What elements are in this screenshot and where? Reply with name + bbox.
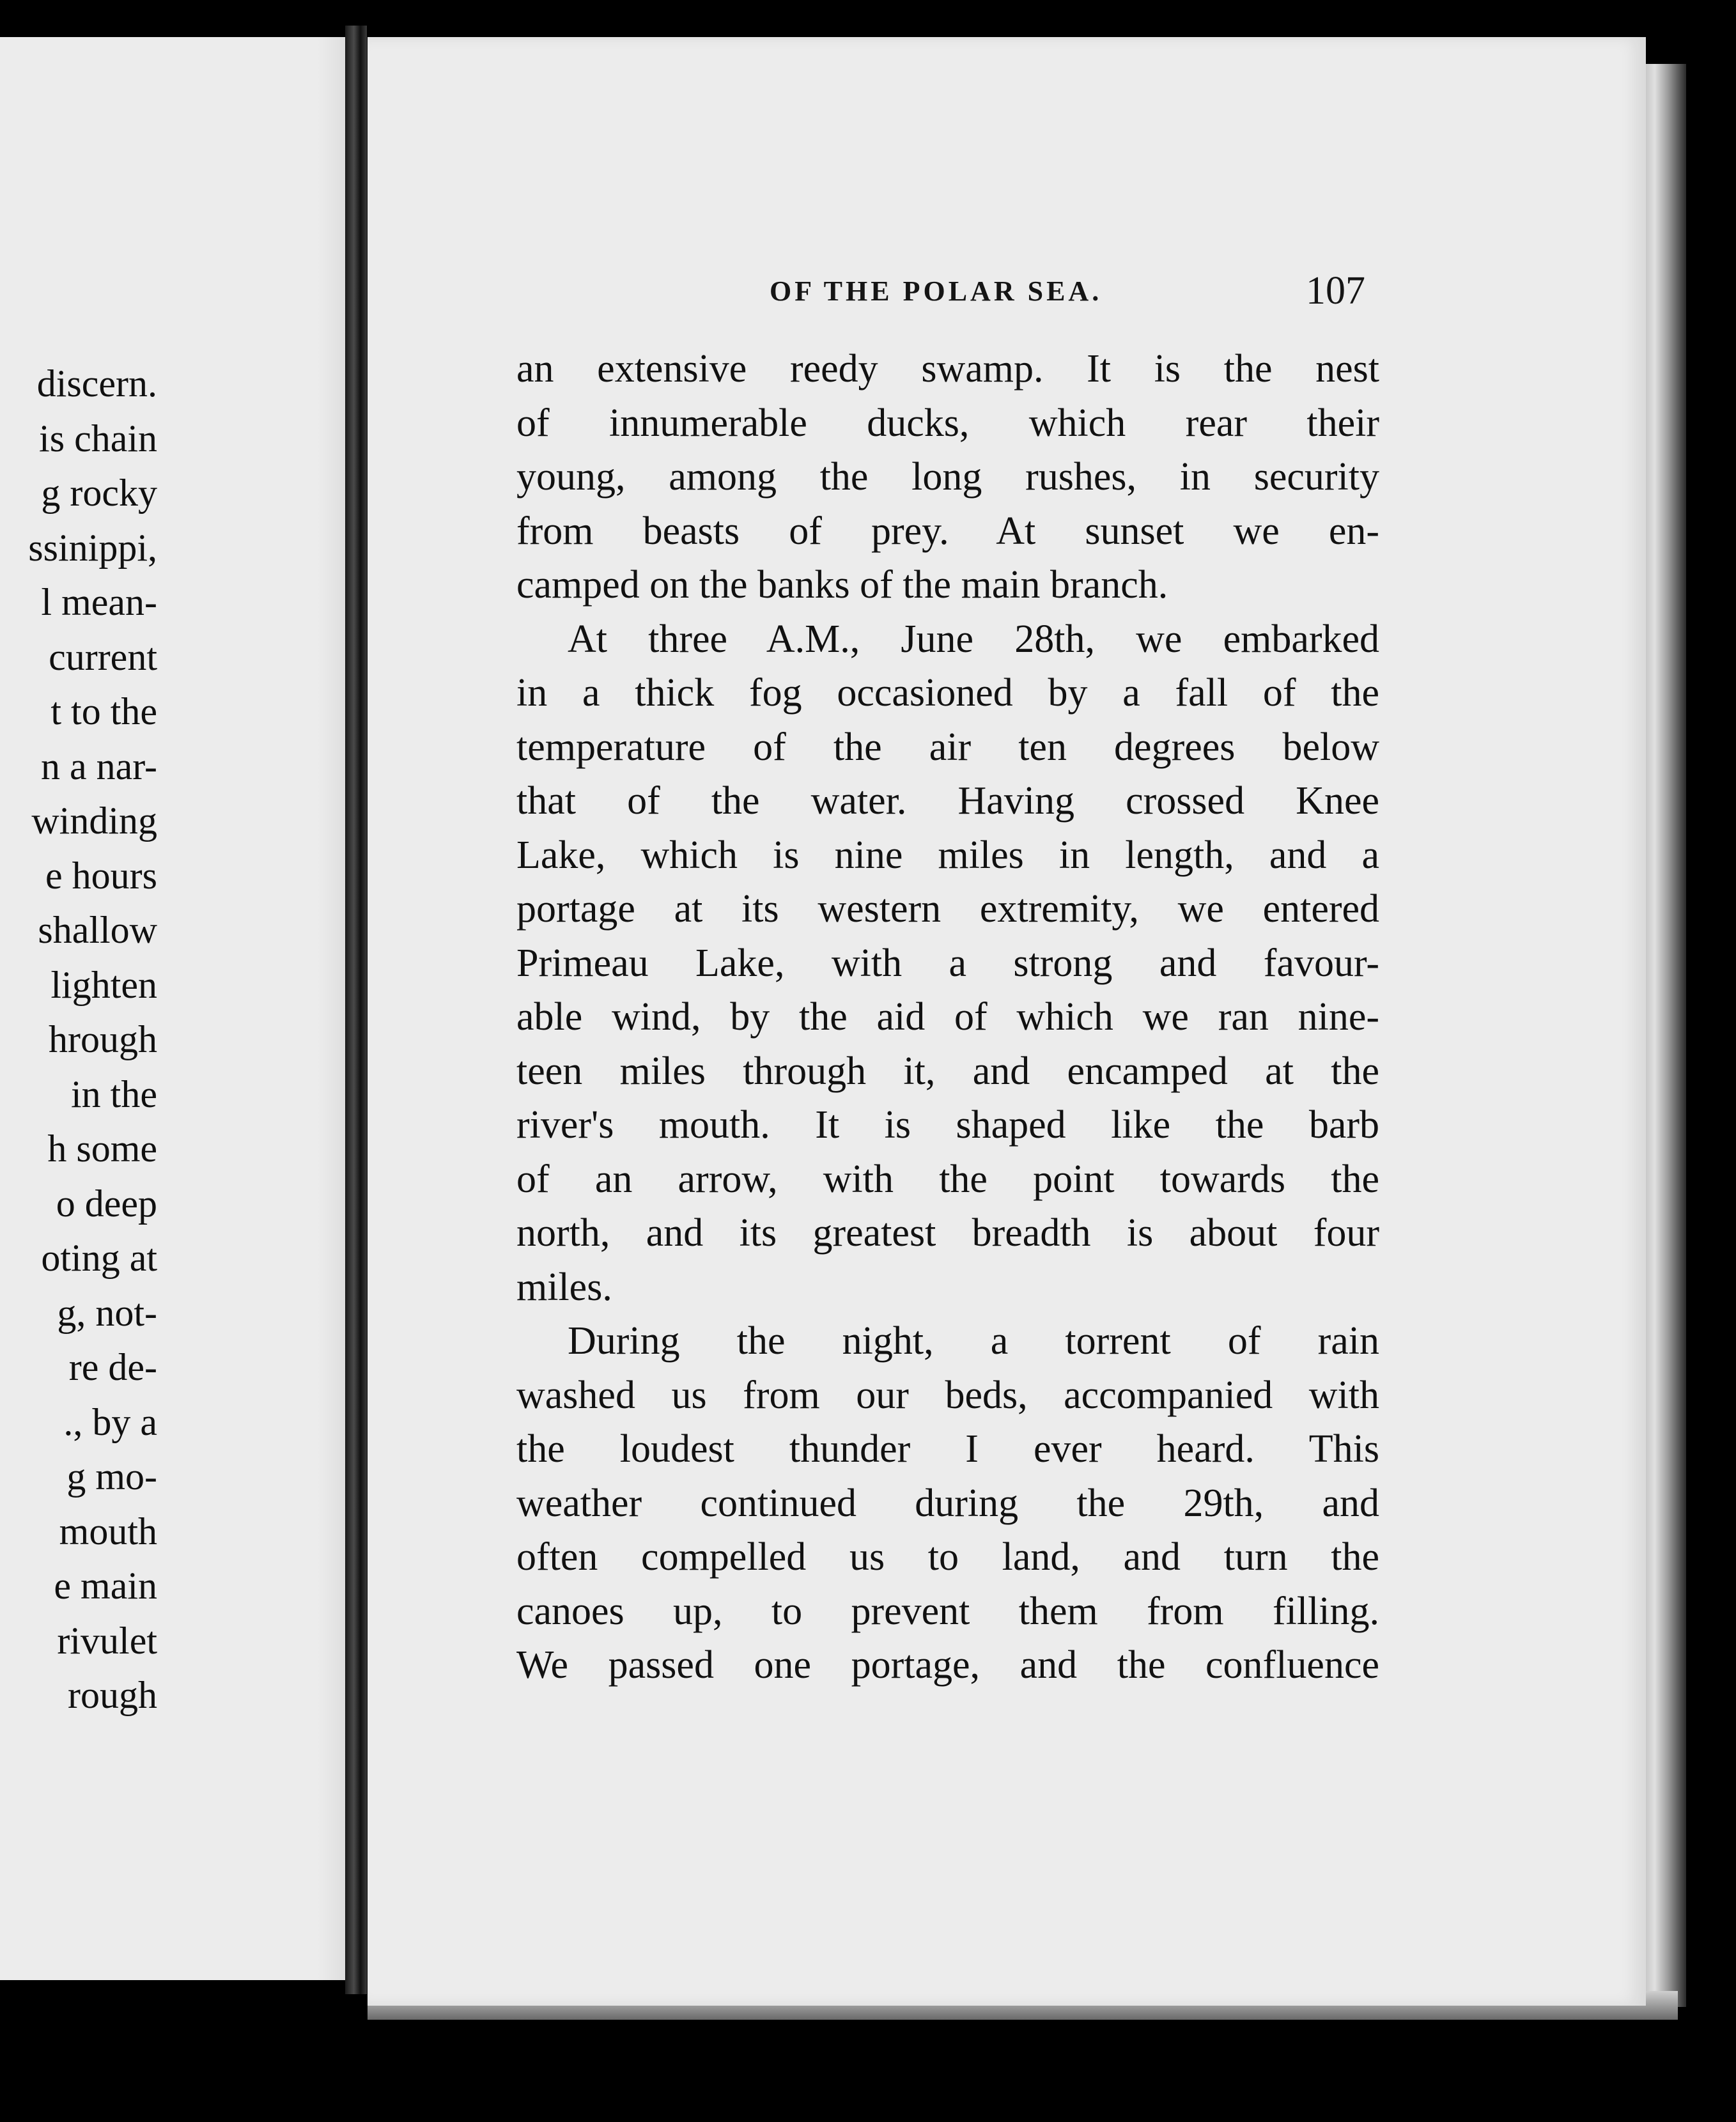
left-line: discern. — [36, 362, 157, 405]
text-line: north, and its greatest breadth is about four — [516, 1211, 1379, 1255]
text-line: During the night, a torrent of rain — [568, 1319, 1379, 1363]
left-line: hrough — [49, 1018, 157, 1060]
text-line: washed us from our beds, accompanied with — [516, 1373, 1379, 1417]
text-line: At three A.M., June 28th, we embarked — [568, 617, 1379, 661]
left-line: e hours — [45, 854, 157, 897]
page-edge — [1641, 64, 1686, 2007]
left-line: rivulet — [57, 1619, 157, 1662]
left-line: in the — [71, 1073, 157, 1115]
left-line: o deep — [56, 1182, 157, 1225]
left-line: lighten — [50, 963, 157, 1006]
left-line: h some — [47, 1127, 157, 1170]
text-line: camped on the banks of the main branch. — [516, 563, 1168, 607]
left-line: winding — [31, 800, 157, 842]
text-line: river's mouth. It is shaped like the barb — [516, 1103, 1379, 1147]
left-line: oting at — [41, 1237, 157, 1279]
left-line: g mo- — [66, 1455, 157, 1498]
page-number: 107 — [1306, 269, 1365, 313]
body-text — [516, 342, 1379, 1692]
left-line: ., by a — [63, 1400, 157, 1443]
text-line: weather continued during the 29th, and — [516, 1481, 1379, 1525]
text-line: often compelled us to land, and turn the — [516, 1535, 1379, 1579]
text-line: canoes up, to prevent them from filling. — [516, 1589, 1379, 1633]
left-line: current — [49, 635, 157, 678]
text-line: from beasts of prey. At sunset we en- — [516, 509, 1379, 553]
text-line: the loudest thunder I ever heard. This — [516, 1427, 1379, 1471]
text-line: in a thick fog occasioned by a fall of the — [516, 671, 1379, 715]
left-line: re de- — [68, 1346, 157, 1388]
text-line: of innumerable ducks, which rear their — [516, 401, 1379, 445]
left-line: l mean- — [41, 581, 157, 623]
text-line: Primeau Lake, with a strong and favour- — [516, 941, 1379, 985]
left-line: e main — [54, 1565, 157, 1607]
left-line: n a nar- — [40, 745, 157, 787]
text-line: that of the water. Having crossed Knee — [516, 779, 1379, 823]
left-line: is chain — [39, 417, 157, 460]
left-line: g rocky — [41, 472, 157, 514]
text-line: Lake, which is nine miles in length, and a — [516, 833, 1379, 877]
left-line: mouth — [59, 1510, 157, 1553]
text-line: temperature of the air ten degrees below — [516, 725, 1379, 769]
text-line: teen miles through it, and encamped at the — [516, 1049, 1379, 1093]
book-spine — [345, 26, 367, 1994]
left-line: shallow — [38, 909, 157, 951]
text-line: young, among the long rushes, in security — [516, 455, 1379, 499]
left-line: t to the — [50, 690, 157, 732]
text-line: of an arrow, with the point towards the — [516, 1157, 1379, 1201]
left-line: ssinippi, — [28, 526, 157, 569]
text-line: portage at its western extremity, we entered — [516, 887, 1379, 931]
running-head: OF THE POLAR SEA. — [770, 275, 1103, 307]
left-line: g, not- — [57, 1291, 157, 1334]
text-line: able wind, by the aid of which we ran nine- — [516, 995, 1379, 1039]
left-line: rough — [68, 1674, 157, 1716]
left-page — [0, 37, 355, 1980]
left-page-text — [0, 357, 157, 1723]
text-line: We passed one portage, and the confluence — [516, 1643, 1379, 1687]
text-line: miles. — [516, 1265, 612, 1309]
text-line: an extensive reedy swamp. It is the nest — [516, 347, 1379, 391]
